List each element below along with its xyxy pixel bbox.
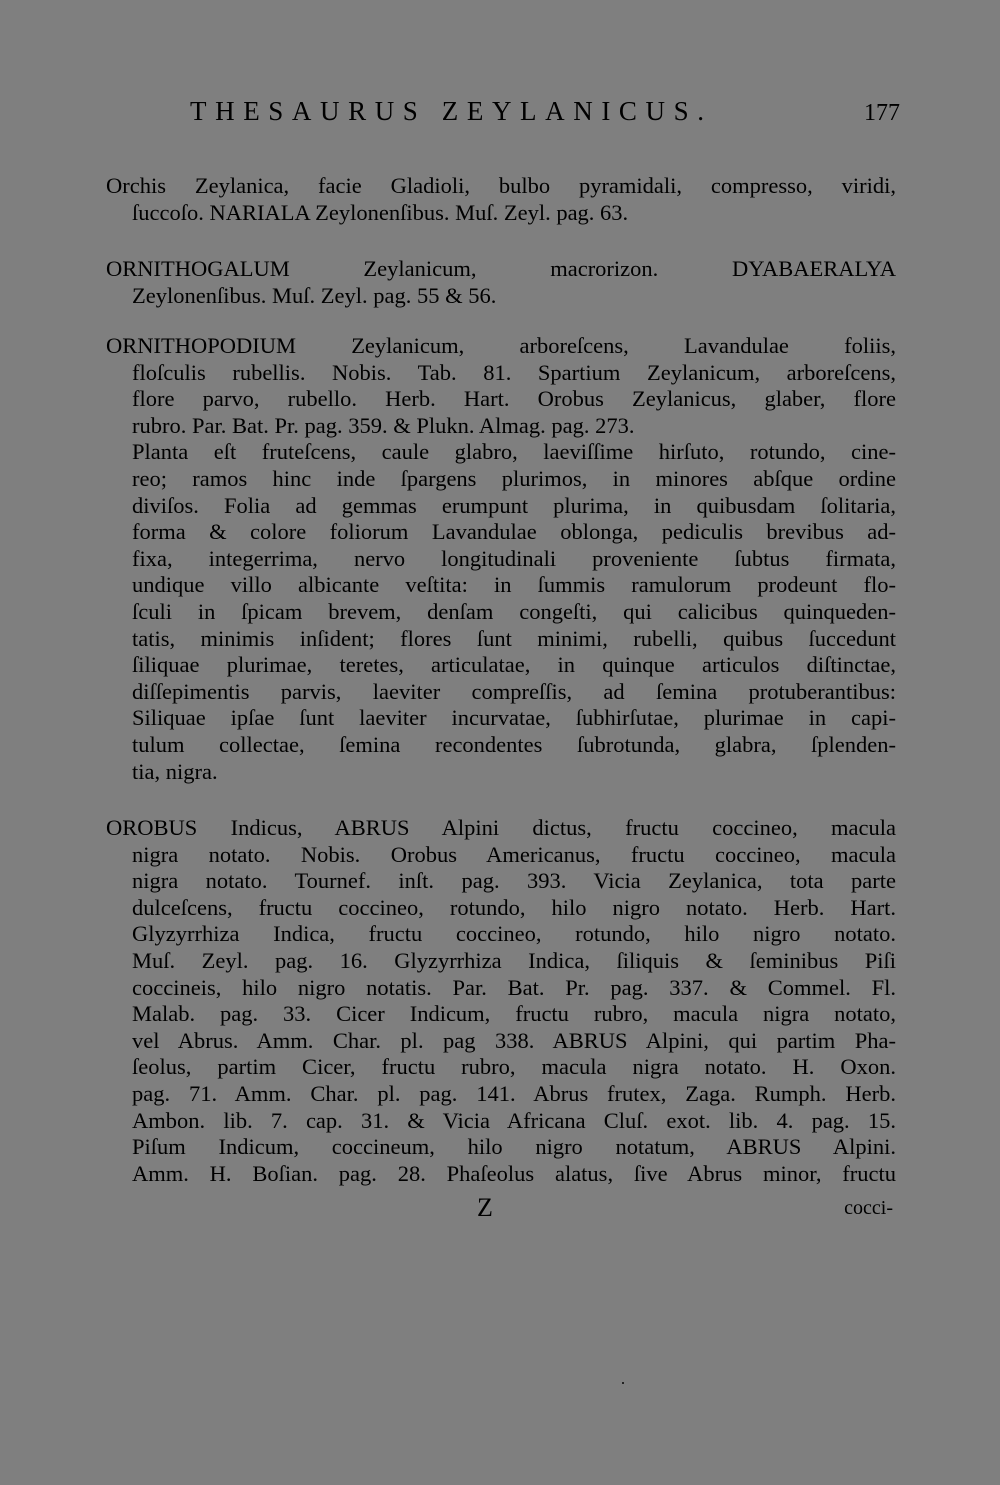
- signature-mark: Z: [477, 1193, 493, 1222]
- entry-line: ſculi in ſpicam brevem, denſam congeſti, qui calicibus quinqueden-: [132, 598, 896, 624]
- entry-line: tia, nigra.: [132, 758, 218, 784]
- entry-line: nigra notato. Nobis. Orobus Americanus, fructu coccineo, macula: [132, 841, 896, 867]
- entry-line: flore parvo, rubello. Herb. Hart. Orobus Zeylanicus, glaber, flore: [132, 386, 896, 412]
- entry-line: Amm. H. Boſian. pag. 28. Phaſeolus alatus, ſive Abrus minor, fructu: [132, 1160, 896, 1186]
- entry-ornithopodium: [106, 333, 896, 785]
- page-footer: [130, 1193, 893, 1223]
- entry-line: coccineis, hilo nigro notatis. Par. Bat. Pr. pag. 337. & Commel. Fl.: [132, 974, 896, 1000]
- entry-line: tulum collectae, ſemina recondentes ſubrotunda, glabra, ſplenden-: [132, 731, 896, 757]
- entry-line: dulceſcens, fructu coccineo, rotundo, hilo nigro notato. Herb. Hart.: [132, 894, 896, 920]
- entry-line: undique villo albicante veſtita: in ſummis ramulorum prodeunt flo-: [132, 572, 896, 598]
- entry-line: Ambon. lib. 7. cap. 31. & Vicia Africana Cluſ. exot. lib. 4. pag. 15.: [132, 1107, 896, 1133]
- entry-orchis: [106, 173, 896, 226]
- entry-ornithogalum: [106, 256, 896, 309]
- entry-line: rubro. Par. Bat. Pr. pag. 359. & Plukn. Almag. pag. 273.: [132, 412, 635, 438]
- entry-line: Glyzyrrhiza Indica, fructu coccineo, rotundo, hilo nigro notato.: [132, 921, 896, 947]
- entry-line: reo; ramos hinc inde ſpargens plurimos, in minores abſque ordine: [132, 465, 896, 491]
- running-title: THESAURUS ZEYLANICUS.: [190, 96, 713, 126]
- entry-line: forma & colore foliorum Lavandulae oblonga, pediculis brevibus ad-: [132, 519, 896, 545]
- entry-line: diviſos. Folia ad gemmas erumpunt plurima, in quibusdam ſolitaria,: [132, 492, 896, 518]
- entry-line: ſiliquae plurimae, teretes, articulatae, in quinque articulos diſtinctae,: [132, 652, 896, 678]
- entry-line: vel Abrus. Amm. Char. pl. pag 338. ABRUS Alpini, qui partim Pha-: [132, 1027, 896, 1053]
- entry-line: OROBUS Indicus, ABRUS Alpini dictus, fructu coccineo, macula: [106, 815, 896, 840]
- entry-line: Malab. pag. 33. Cicer Indicum, fructu rubro, macula nigra notato,: [132, 1001, 896, 1027]
- entry-orobus: [106, 815, 896, 1187]
- entry-line: ſeolus, partim Cicer, fructu rubro, macula nigra notato. H. Oxon.: [132, 1054, 896, 1080]
- page-number: 177: [864, 100, 900, 126]
- entry-line: floſculis rubellis. Nobis. Tab. 81. Spartium Zeylanicum, arboreſcens,: [132, 359, 896, 385]
- entry-line: Orchis Zeylanica, facie Gladioli, bulbo pyramidali, compresso, viridi,: [106, 173, 896, 198]
- page-header: [190, 96, 900, 136]
- entry-line: Piſum Indicum, coccineum, hilo nigro notatum, ABRUS Alpini.: [132, 1134, 896, 1160]
- entry-line: Zeylonenſibus. Muſ. Zeyl. pag. 55 & 56.: [132, 282, 497, 308]
- entry-line: tatis, minimis inſident; flores ſunt minimi, rubelli, quibus ſuccedunt: [132, 625, 896, 651]
- entry-line: ſuccoſo. NARIALA Zeylonenſibus. Muſ. Zeyl. pag. 63.: [132, 199, 629, 225]
- entry-line: ORNITHOPODIUM Zeylanicum, arboreſcens, Lavandulae foliis,: [106, 333, 896, 358]
- entry-line: Planta eſt fruteſcens, caule glabro, laeviſſime hirſuto, rotundo, cine-: [132, 439, 896, 465]
- entry-line: diſſepimentis parvis, laeviter compreſſis, ad ſemina protuberantibus:: [132, 678, 896, 704]
- entry-line: ORNITHOGALUM Zeylanicum, macrorizon. DYABAERALYA: [106, 256, 896, 281]
- catchword: cocci-: [844, 1197, 893, 1219]
- entry-line: Muſ. Zeyl. pag. 16. Glyzyrrhiza Indica, ſiliquis & ſeminibus Piſi: [132, 947, 896, 973]
- entry-line: nigra notato. Tournef. inſt. pag. 393. Vicia Zeylanica, tota parte: [132, 868, 896, 894]
- entry-line: pag. 71. Amm. Char. pl. pag. 141. Abrus frutex, Zaga. Rumph. Herb.: [132, 1080, 896, 1106]
- entry-line: Siliquae ipſae ſunt laeviter incurvatae, ſubhirſutae, plurimae in capi-: [132, 705, 896, 731]
- entry-line: fixa, integerrima, nervo longitudinali proveniente ſubtus firmata,: [132, 545, 896, 571]
- scan-speck: [622, 1382, 624, 1384]
